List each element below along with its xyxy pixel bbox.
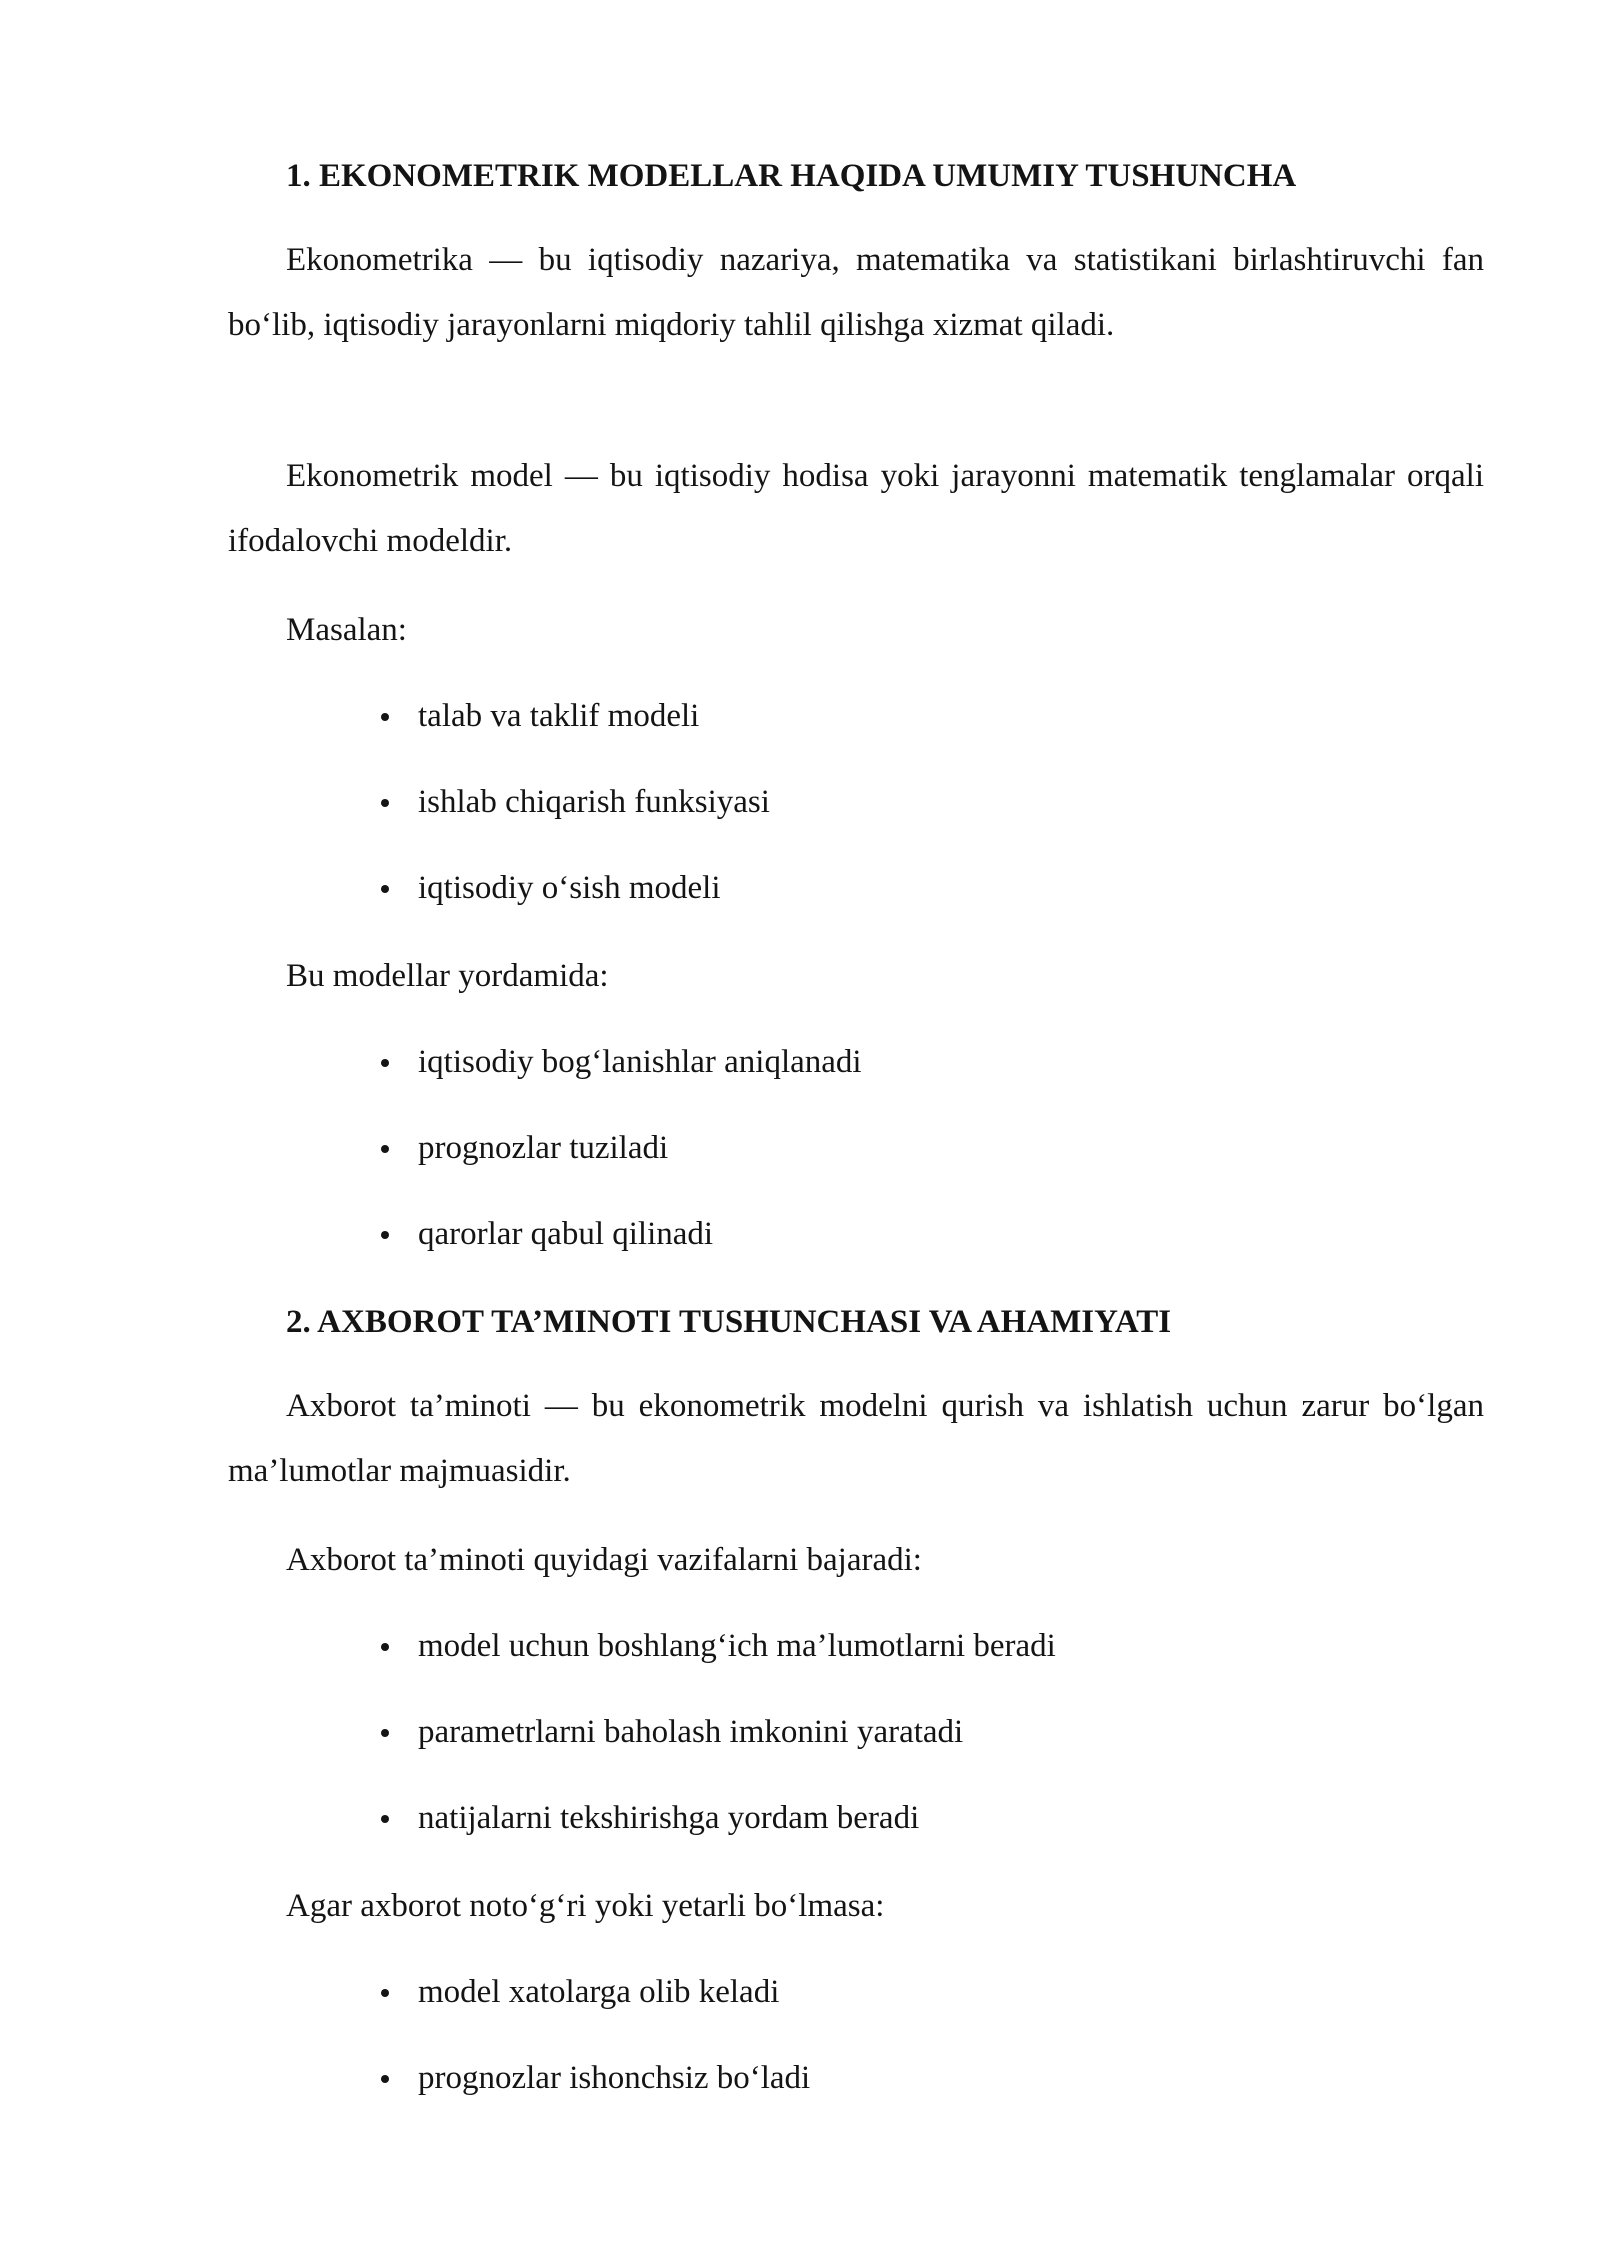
list-item: model xatolarga olib keladi [228,1972,810,2012]
functions-list [228,1626,1056,1838]
section2-heading: 2. AXBOROT TA’MINOTI TUSHUNCHASI VA AHAMIYATI [286,1304,1172,1340]
bullet-icon [381,885,389,893]
list-item: iqtisodiy bog‘lanishlar aniqlanadi [228,1042,862,1082]
bullet-icon [381,1989,389,1997]
bullet-icon [381,713,389,721]
list-item: prognozlar tuziladi [228,1128,862,1168]
bullet-icon [381,2075,389,2083]
section1-paragraph-1: Ekonometrika — bu iqtisodiy nazariya, matematika va statistikani birlashtiruvchi fan bo‘lib, iqtisodiy jarayonlarni miqdoriy tahlil qilishga xizmat qiladi. [228,242,1484,343]
examples-intro: Masalan: [286,612,407,648]
list-item: qarorlar qabul qilinadi [228,1214,862,1254]
bullet-icon [381,1729,389,1737]
functions-intro: Axborot ta’minoti quyidagi vazifalarni bajaradi: [286,1542,922,1578]
list-item: natijalarni tekshirishga yordam beradi [228,1798,1056,1838]
uses-intro: Bu modellar yordamida: [286,958,609,994]
examples-list [228,696,770,908]
section1-heading: 1. EKONOMETRIK MODELLAR HAQIDA UMUMIY TUSHUNCHA [286,158,1297,194]
bullet-icon [381,799,389,807]
bullet-icon [381,1231,389,1239]
uses-list [228,1042,862,1254]
bullet-icon [381,1059,389,1067]
section1-paragraph-2: Ekonometrik model — bu iqtisodiy hodisa yoki jarayonni matematik tenglamalar orqali ifodalovchi modeldir. [228,458,1484,559]
list-item: parametrlarni baholash imkonini yaratadi [228,1712,1056,1752]
list-item: iqtisodiy o‘sish modeli [228,868,770,908]
list-item: talab va taklif modeli [228,696,770,736]
bullet-icon [381,1815,389,1823]
list-item: prognozlar ishonchsiz bo‘ladi [228,2058,810,2098]
bullet-icon [381,1643,389,1651]
bad-info-intro: Agar axborot noto‘g‘ri yoki yetarli bo‘lmasa: [286,1888,885,1924]
bad-info-list [228,1972,810,2098]
list-item: model uchun boshlang‘ich ma’lumotlarni beradi [228,1626,1056,1666]
bullet-icon [381,1145,389,1153]
list-item: ishlab chiqarish funksiyasi [228,782,770,822]
section2-paragraph-1: Axborot ta’minoti — bu ekonometrik modelni qurish va ishlatish uchun zarur bo‘lgan ma’lumotlar majmuasidir. [228,1388,1484,1489]
